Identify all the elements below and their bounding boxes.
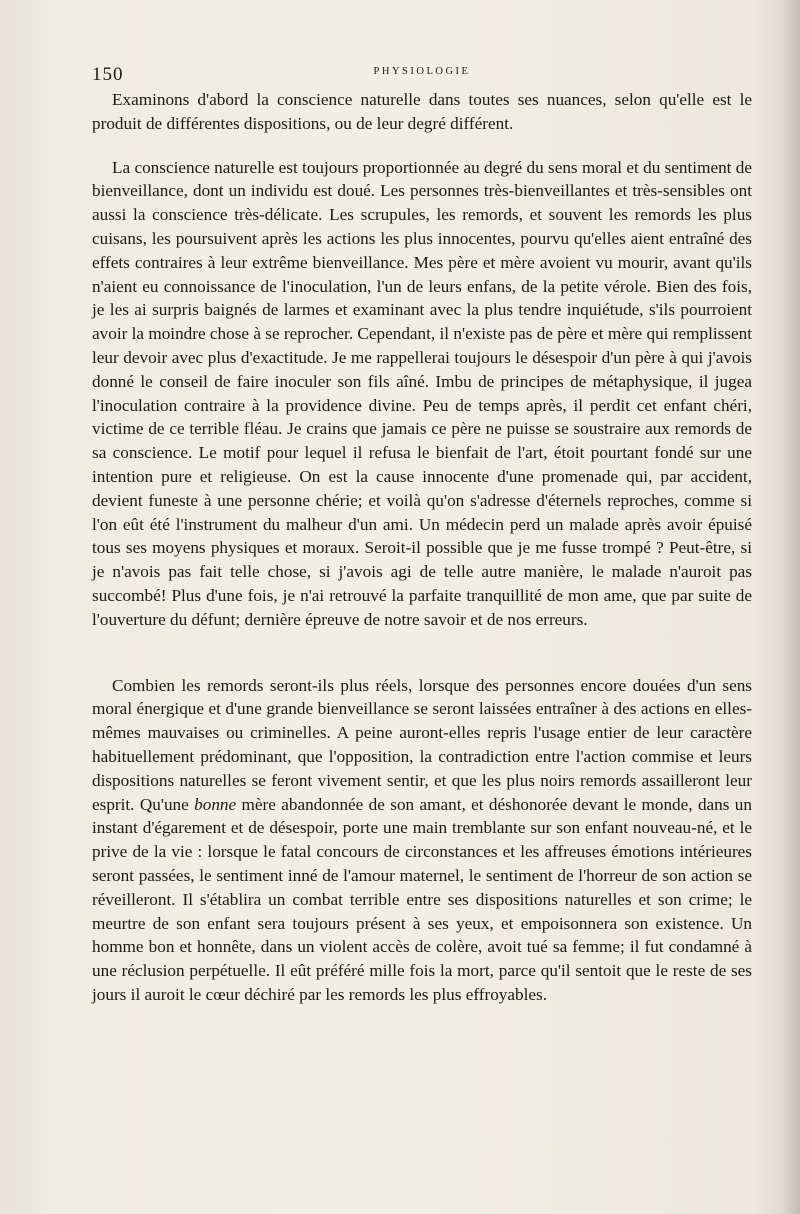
page-edge-shadow <box>782 0 800 1214</box>
paragraph-2-text: La conscience naturelle est toujours proportionnée au degré du sens moral et du sentiment de bienveillance, dont un individu est doué. Les personnes très-bienveillantes et très-sensibles ont aussi la conscience très-délicate. Les scrupules, les remords, et souvent les remords les plus cuisans, les poursuivent après les actions les plus innocentes, pourvu qu'elles aient entraîné des effets contraires à leur extrême bienveillance. Mes père et mère avoient vu mourir, avant qu'ils n'aient eu connoissance de l'inoculation, l'un de leurs enfans, de la petite vérole. Bien des fois, je les ai surpris baignés de larmes et examinant avec la plus tendre inquiétude, s'ils pourroient avoir la moindre chose à se reprocher. Cependant, il n'existe pas de père et mère qui remplissent leur devoir avec plus d'exactitude. Je me rappellerai toujours le désespoir d'un père à qui j'avois donné le conseil de faire inoculer son fils aîné. Imbu de principes de métaphysique, il jugea l'inoculation contraire à la providence divine. Peu de temps après, il perdit cet enfant chéri, victime de ce terrible fléau. Je crains que jamais ce père ne puisse se soustraire aux remords de sa conscience. Le motif pour lequel il refusa le bienfait de l'art, étoit pourtant fondé sur une intention pure et religieuse. On est la cause innocente d'une promenade qui, par accident, devient funeste à une personne chérie; et voilà qu'on s'adresse d'éternels reproches, comme si l'on eût été l'instrument du malheur d'un ami. Un médecin perd un malade après avoir épuisé tous ses moyens physiques et moraux. Seroit-il possible que je me fusse trompé ? Peut-être, si je n'avois pas fait telle chose, si j'avois agi de telle autre manière, le malade n'auroit pas succombé! Plus d'une fois, je n'ai retrouvé la parfaite tranquillité de mon ame, que par suite de l'ouverture du défunt; dernière épreuve de notre savoir et de nos erreurs. <box>92 157 752 629</box>
paragraph-3-text-b: mère abandonnée de son amant, et déshonorée devant le monde, dans un instant d'égarement et de désespoir, porte une main tremblante sur son enfant nouveau-né, et le prive de la vie : lorsque le fatal concours de circonstances et les affreuses émotions intérieures seront passées, le sentiment inné de l'amour maternel, le sentiment de l'horreur de son action se réveilleront. Il s'établira un combat terrible entre ses dispositions naturelles et son crime; le meurtre de son enfant sera toujours présent à ses yeux, et empoisonnera son existence. Un homme bon et honnête, dans un violent accès de colère, avoit tué sa femme; il fut condamné à une réclusion perpétuelle. Il eût préféré mille fois la mort, parce qu'il sentoit que le reste de ses jours il auroit le cœur déchiré par les remords les plus effroyables. <box>92 794 752 1004</box>
paragraph-1 <box>92 88 752 136</box>
page-number: 150 <box>92 64 124 85</box>
paragraph-2 <box>92 156 752 632</box>
page-header <box>92 64 752 88</box>
paragraph-1-text: Examinons d'abord la conscience naturelle dans toutes ses nuances, selon qu'elle est le produit de différentes dispositions, ou de leur degré différent. <box>92 90 752 133</box>
running-head: PHYSIOLOGIE <box>373 66 471 77</box>
paragraph-3 <box>92 674 752 1007</box>
body-text <box>92 88 752 1007</box>
paragraph-3-italic-word: bonne <box>194 794 237 814</box>
paragraph-3-text-a: Combien les remords seront-ils plus réels, lorsque des personnes encore douées d'un sens moral énergique et d'une grande bienveillance se seront laissées entraîner à des actions en elles-mêmes mauvaises ou criminelles. A peine auront-elles repris l'usage entier de leur caractère habituellement prédominant, que l'opposition, la contradiction entre l'action commise et leurs dispositions naturelles se feront vivement sentir, et que les plus noirs remords assailleront leur esprit. Qu'une <box>92 675 752 814</box>
